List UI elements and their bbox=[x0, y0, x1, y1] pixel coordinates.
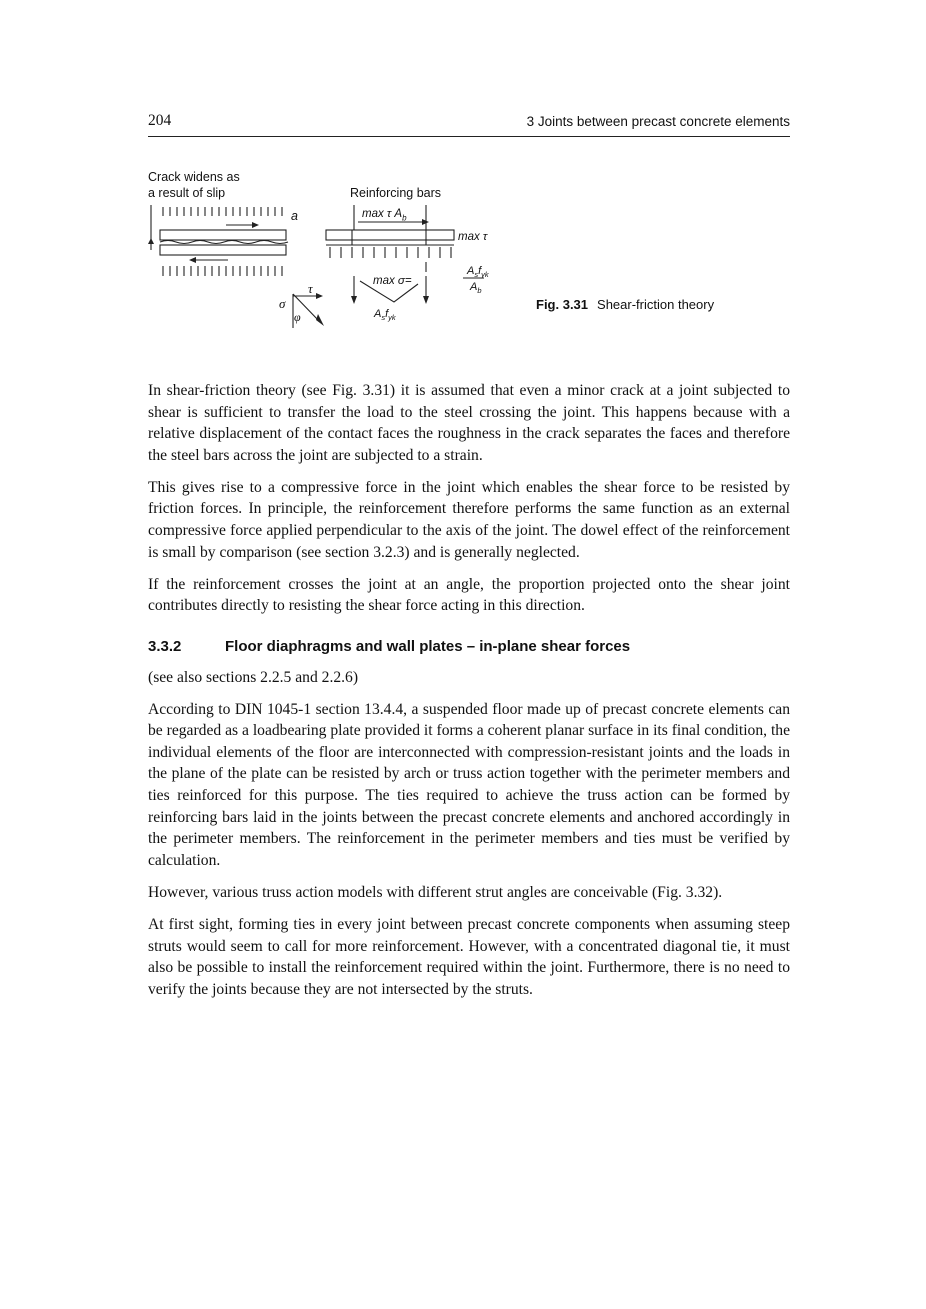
paragraph-1: In shear-friction theory (see Fig. 3.31) it is assumed that even a minor crack at a joint subjected to shear is sufficient to transfer the load to the steel crossing the joint. This happens because with a relative displacement of the contact faces the roughness in the crack separates the faces and therefore the steel bars across the joint are subjected to a strain. bbox=[148, 382, 790, 464]
label-reinforcing-bars: Reinforcing bars bbox=[350, 186, 442, 200]
figure-shear-friction bbox=[148, 168, 518, 343]
page-number: 204 bbox=[148, 112, 172, 129]
section-number: 3.3.2 bbox=[148, 637, 182, 655]
section-title: Floor diaphragms and wall plates – in-plane shear forces bbox=[225, 637, 631, 655]
left-bottom-arrows bbox=[163, 266, 282, 276]
label-fraction-numerator: $A_sf_{yk}$ bbox=[467, 265, 489, 280]
label-tau: τ bbox=[308, 281, 313, 296]
paragraph-3: If the reinforcement crosses the joint at an angle, the proportion projected onto the shear joint contributes directly to resisting the shear force acting in this direction. bbox=[148, 575, 790, 615]
page-header bbox=[148, 112, 790, 137]
caption-number: Fig. 3.31 bbox=[536, 297, 589, 312]
label-phi: φ bbox=[294, 310, 301, 324]
paragraph-2: This gives rise to a compressive force in the joint which enables the shear force to be resisted by friction forces. In principle, the reinforcement therefore performs the same function as an external compressive force applied perpendicular to the axis of the joint. The dowel effect of the reinforcement is small by comparison (see section 3.2.3) and is generally neglected. bbox=[148, 478, 790, 561]
paragraph-6: However, various truss action models with different strut angles are conceivable (Fig. 3.32). bbox=[148, 883, 723, 901]
label-max-tau-ab: max τ $A_b$ bbox=[362, 208, 407, 223]
paragraph-5: According to DIN 1045-1 section 13.4.4, a suspended floor made up of precast concrete elements can be regarded as a loadbearing plate provided it forms a coherent planar surface in its final condition, the individual elements of the floor are interconnected with compression-resistant joints and the loads in the plane of the plate can be resisted by arch or truss action together with the perimeter members and ties reinforced for this purpose. The ties required to achieve the truss action can be formed by reinforcing bars laid in the joints between the precast concrete elements and anchored accordingly in the perimeter members. The reinforcement in the perimeter members and ties must be verified by calculation. bbox=[148, 700, 790, 869]
paragraph-4: (see also sections 2.2.5 and 2.2.6) bbox=[148, 668, 359, 686]
label-as-fyk: $A_sf_{yk}$ bbox=[374, 308, 396, 323]
right-tooth-marks bbox=[330, 247, 451, 258]
label-max-tau: max τ bbox=[458, 231, 488, 243]
label-crack-line2: a result of slip bbox=[148, 186, 226, 200]
label-slip-symbol: a bbox=[291, 209, 298, 223]
label-max-sigma: max σ= bbox=[373, 275, 412, 287]
running-title: 3 Joints between precast concrete elements bbox=[526, 114, 790, 129]
section-heading bbox=[148, 636, 790, 658]
caption-text: Shear-friction theory bbox=[597, 297, 715, 312]
left-top-arrows bbox=[163, 207, 282, 216]
label-sigma: σ bbox=[279, 296, 286, 311]
label-fraction-denominator: $A_b$ bbox=[470, 281, 482, 296]
shear-friction-diagram bbox=[148, 168, 518, 343]
paragraph-7: At first sight, forming ties in every joint between precast concrete components when assuming steep struts would seem to call for more reinforcement. However, with a concentrated diagonal tie, it must also be possible to install the reinforcement required within the joint. Furthermore, there is no need to verify the joints because they are not intersected by the struts. bbox=[148, 915, 790, 998]
main-text bbox=[148, 380, 790, 1011]
label-crack-line1: Crack widens as bbox=[148, 170, 240, 184]
figure-caption bbox=[536, 297, 714, 312]
